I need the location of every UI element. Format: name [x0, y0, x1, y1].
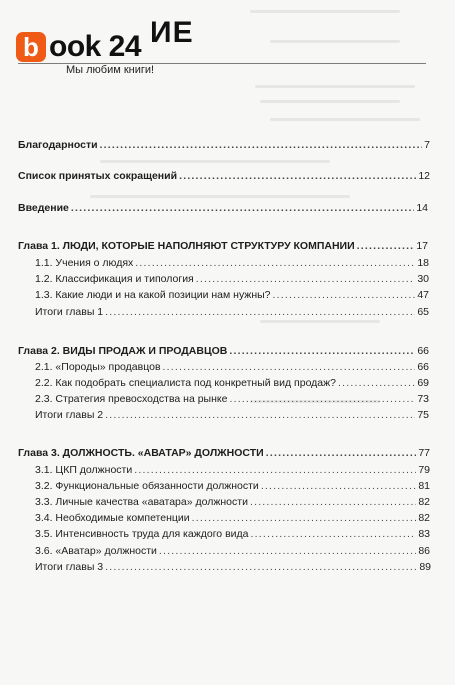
- logo-name: ook 24: [49, 30, 142, 63]
- toc-entry-title: 3.6. «Аватар» должности: [35, 545, 157, 557]
- toc-entry[interactable]: [18, 139, 430, 152]
- toc-leader-dots: [357, 240, 415, 253]
- toc-leader-dots: [261, 480, 417, 493]
- toc-entry-title: Введение: [18, 202, 69, 214]
- toc-entry-title: Список принятых сокращений: [18, 170, 178, 182]
- toc-page-number: 18: [417, 257, 429, 269]
- toc-leader-dots: [192, 512, 417, 525]
- toc-page-number: 47: [417, 289, 429, 301]
- toc-leader-dots: [179, 170, 416, 183]
- toc-page-number: 17: [416, 240, 428, 252]
- toc-page-number: 75: [417, 409, 429, 421]
- toc-section[interactable]: [35, 273, 429, 286]
- toc-leader-dots: [159, 545, 416, 558]
- toc-section[interactable]: [35, 480, 430, 493]
- toc-entry-title: 1.1. Учения о людях: [35, 257, 134, 269]
- toc-entry-title: 3.1. ЦКП должности: [35, 464, 133, 476]
- toc-page-number: 79: [418, 464, 430, 476]
- toc-page-number: 86: [418, 545, 430, 557]
- toc-section[interactable]: [35, 393, 429, 406]
- toc-entry[interactable]: [18, 202, 428, 215]
- toc-page-number: 73: [417, 393, 429, 405]
- logo-badge: b: [16, 32, 46, 62]
- toc-entry-title: Глава 3. ДОЛЖНОСТЬ. «АВАТАР» ДОЛЖНОСТИ: [18, 447, 264, 459]
- toc-section[interactable]: [35, 409, 429, 422]
- toc-entry-title: 1.2. Классификация и типология: [35, 273, 194, 285]
- toc-leader-dots: [105, 409, 415, 422]
- toc-section[interactable]: [35, 289, 429, 302]
- toc-section[interactable]: [35, 361, 429, 374]
- toc-page-number: 82: [418, 496, 430, 508]
- toc-entry[interactable]: [18, 170, 430, 183]
- toc-leader-dots: [163, 361, 416, 374]
- toc-chapter[interactable]: [18, 345, 429, 358]
- toc-entry-title: 3.2. Функциональные обязанности должности: [35, 480, 259, 492]
- toc-leader-dots: [229, 345, 415, 358]
- toc-leader-dots: [196, 273, 416, 286]
- toc-entry-title: 3.4. Необходимые компетенции: [35, 512, 190, 524]
- toc-page-number: 83: [418, 528, 430, 540]
- toc-page-number: 77: [418, 447, 430, 459]
- toc-leader-dots: [266, 447, 417, 460]
- toc-page-number: 7: [424, 139, 430, 151]
- book24-logo[interactable]: [16, 30, 206, 80]
- toc-page-number: 89: [419, 561, 431, 573]
- toc-entry-title: Итоги главы 1: [35, 306, 104, 318]
- toc-leader-dots: [100, 139, 423, 152]
- toc-leader-dots: [229, 393, 415, 406]
- toc-page-number: 69: [417, 377, 429, 389]
- page-title: ИЕ: [150, 16, 194, 49]
- toc-chapter[interactable]: [18, 447, 430, 460]
- toc-entry-title: Благодарности: [18, 139, 98, 151]
- toc-entry-title: 2.3. Стратегия превосходства на рынке: [35, 393, 228, 405]
- toc-page-number: 12: [418, 170, 430, 182]
- toc-section[interactable]: [35, 496, 430, 509]
- toc-entry-title: Итоги главы 3: [35, 561, 104, 573]
- toc-section[interactable]: [35, 561, 431, 574]
- toc-leader-dots: [338, 377, 415, 390]
- toc-entry-title: Глава 1. ЛЮДИ, КОТОРЫЕ НАПОЛНЯЮТ СТРУКТУРУ КОМПАНИИ: [18, 240, 355, 252]
- toc-section[interactable]: [35, 528, 430, 541]
- toc-entry-title: 2.2. Как подобрать специалиста под конкретный вид продаж?: [35, 377, 337, 389]
- toc-page-number: 65: [417, 306, 429, 318]
- toc-section[interactable]: [35, 464, 430, 477]
- toc-leader-dots: [273, 289, 416, 302]
- toc-leader-dots: [105, 306, 415, 319]
- toc-chapter[interactable]: [18, 240, 428, 253]
- toc-entry-title: 3.5. Интенсивность труда для каждого вида: [35, 528, 249, 540]
- toc-entry-title: Глава 2. ВИДЫ ПРОДАЖ И ПРОДАВЦОВ: [18, 345, 228, 357]
- logo-tagline: Мы любим книги!: [66, 64, 155, 76]
- toc-leader-dots: [250, 496, 416, 509]
- toc-entry-title: Итоги главы 2: [35, 409, 104, 421]
- toc-section[interactable]: [35, 512, 430, 525]
- toc-leader-dots: [250, 528, 416, 541]
- toc-page-number: 66: [417, 345, 429, 357]
- toc-page-number: 82: [418, 512, 430, 524]
- toc-page-number: 81: [418, 480, 430, 492]
- toc-leader-dots: [134, 464, 416, 477]
- toc-section[interactable]: [35, 377, 429, 390]
- toc-entry-title: 1.3. Какие люди и на какой позиции нам нужны?: [35, 289, 271, 301]
- toc-leader-dots: [105, 561, 417, 574]
- toc-entry-title: 3.3. Личные качества «аватара» должности: [35, 496, 248, 508]
- toc-leader-dots: [135, 257, 415, 270]
- toc-page-number: 66: [417, 361, 429, 373]
- toc-leader-dots: [71, 202, 414, 215]
- toc-entry-title: 2.1. «Породы» продавцов: [35, 361, 161, 373]
- toc-section[interactable]: [35, 545, 430, 558]
- toc-section[interactable]: [35, 306, 429, 319]
- toc-section[interactable]: [35, 257, 429, 270]
- toc-page-number: 30: [417, 273, 429, 285]
- toc-page-number: 14: [416, 202, 428, 214]
